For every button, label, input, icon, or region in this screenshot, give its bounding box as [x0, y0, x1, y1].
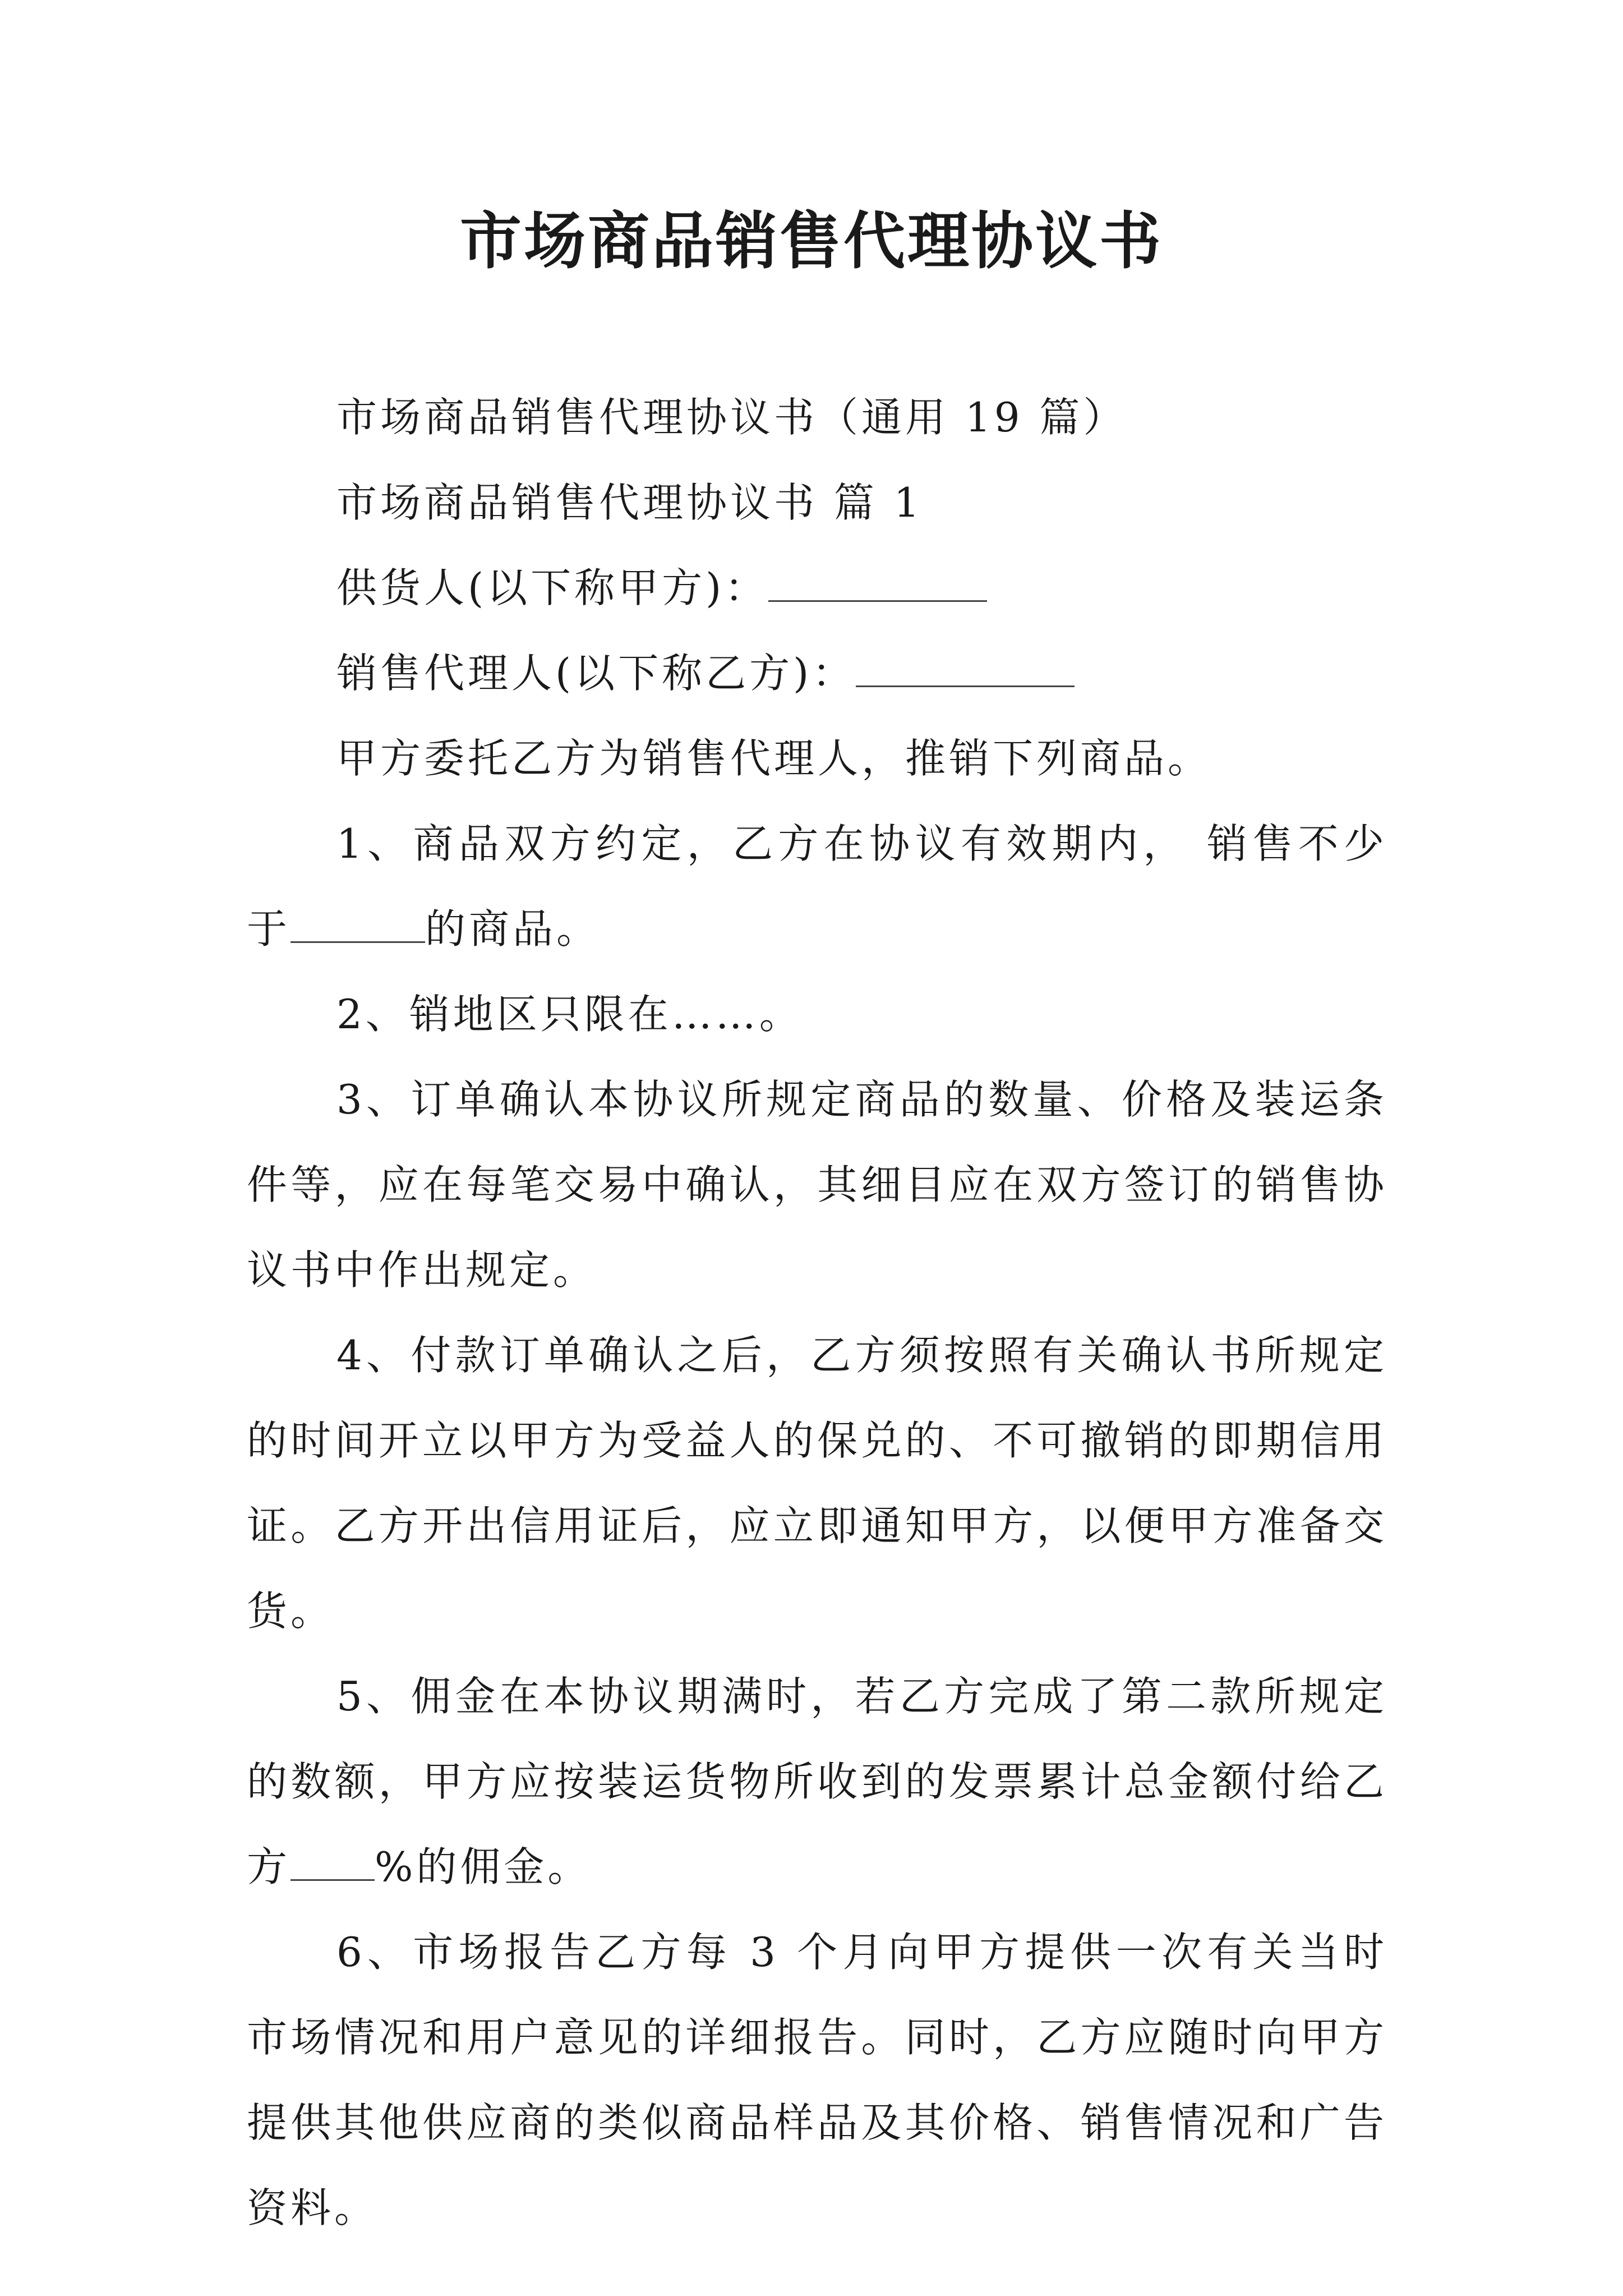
clause-6: 6、市场报告乙方每 3 个月向甲方提供一次有关当时市场情况和用户意见的详细报告。同时，乙方应随时向甲方提供其他供应商的类似商品样品及其价格、销售情况和广告资料。 [247, 1929, 1387, 2231]
clause-2: 2、销地区只限在……。 [336, 991, 803, 1038]
document-body [247, 375, 1387, 2251]
clause-1-text: 1、商品双方约定，乙方在协议有效期内， 销售不少于 [247, 820, 1387, 953]
clause-5-blank [291, 1846, 375, 1881]
supplier-blank [768, 567, 987, 602]
document-title: 市场商品销售代理协议书 [460, 205, 1163, 277]
supplier-line [247, 545, 1387, 631]
intro-paragraph: 甲方委托乙方为销售代理人，推销下列商品。 [336, 735, 1212, 782]
agent-line [247, 631, 1387, 716]
clause-5-end: %的佣金。 [375, 1843, 592, 1890]
clause-1-blank [291, 908, 425, 943]
clause-1 [247, 801, 1387, 972]
clause-5 [247, 1654, 1387, 1910]
supplier-label: 供货人(以下称甲方)： [336, 564, 769, 611]
article-heading: 市场商品销售代理协议书 篇 1 [336, 479, 923, 526]
subtitle: 市场商品销售代理协议书（通用 19 篇） [336, 394, 1127, 441]
clause-1-end: 的商品。 [425, 905, 601, 953]
agent-label: 销售代理人(以下称乙方)： [336, 650, 856, 697]
clause-3: 3、订单确认本协议所规定商品的数量、价格及装运条件等，应在每笔交易中确认，其细目应在双方签订的销售协议书中作出规定。 [247, 1076, 1387, 1294]
clause-5-text: 5、佣金在本协议期满时，若乙方完成了第二款所规定的数额，甲方应按装运货物所收到的发票累计总金额付给乙方 [247, 1673, 1387, 1890]
clause-4: 4、付款订单确认之后，乙方须按照有关确认书所规定的时间开立以甲方为受益人的保兑的、不可撤销的即期信用证。乙方开出信用证后，应立即通知甲方，以便甲方准备交货。 [247, 1332, 1387, 1635]
agent-blank [856, 652, 1075, 687]
